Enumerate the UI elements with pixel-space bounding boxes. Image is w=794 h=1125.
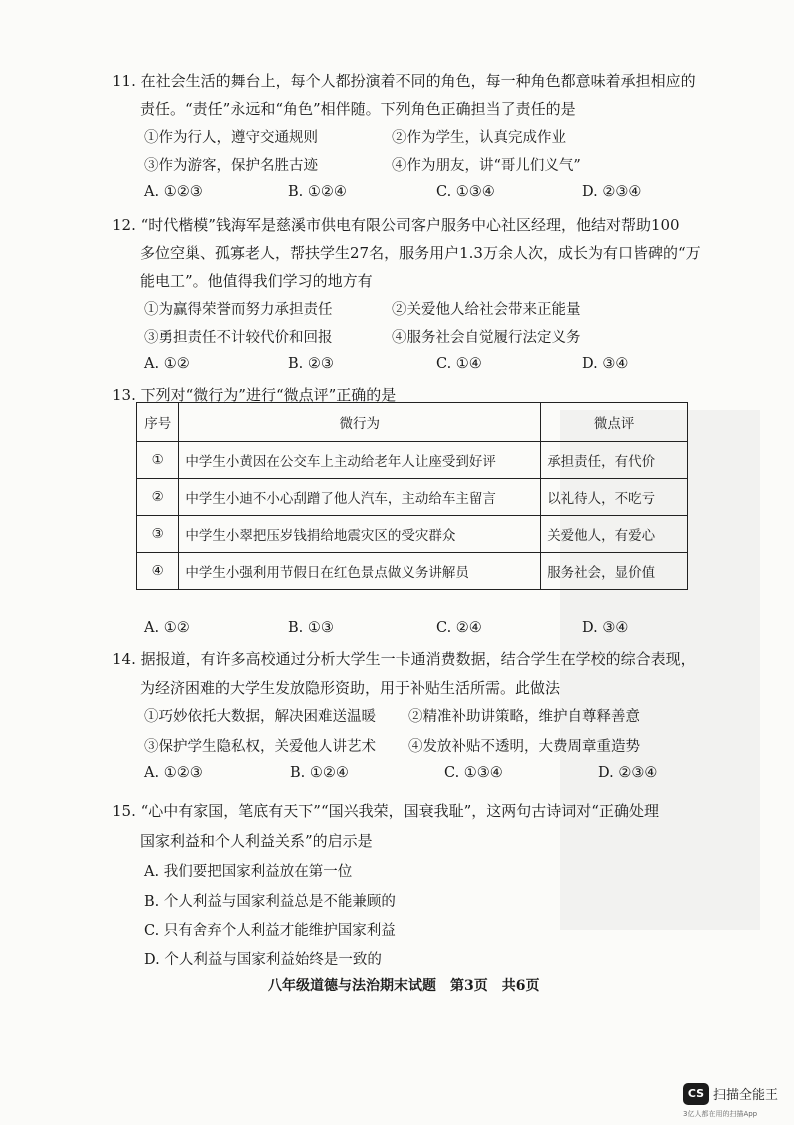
q12-stem-line2: 多位空巢、孤寡老人，帮扶学生27名，服务用户1.3万余人次，成长为有口皆碑的“万 (140, 244, 701, 262)
q11-stem-line1: 11. 在社会生活的舞台上，每个人都扮演着不同的角色，每一种角色都意味着承担相应的 (112, 72, 696, 90)
row-index: ④ (137, 553, 179, 590)
row-comment: 关爱他人，有爱心 (541, 516, 688, 553)
q12-choice-c: C. ①④ (436, 356, 482, 372)
q14-choice-a: A. ①②③ (144, 765, 203, 781)
q12-stem-line1: 12. “时代楷模”钱海军是慈溪市供电有限公司客户服务中心社区经理，他结对帮助100 (112, 216, 680, 234)
q11-choice-d: D. ②③④ (582, 184, 642, 200)
table-row (137, 516, 688, 553)
row-comment: 以礼待人，不吃亏 (541, 479, 688, 516)
q14-choice-d: D. ②③④ (598, 765, 658, 781)
q11-option-3: ③作为游客，保护名胜古迹 (144, 158, 318, 174)
q13-choice-b: B. ①③ (288, 620, 334, 636)
watermark-tagline: 3亿人都在用的扫描App (683, 1110, 758, 1118)
header-index: 序号 (137, 403, 179, 442)
watermark-name: 扫描全能王 (713, 1088, 779, 1103)
q15-option-a: A. 我们要把国家利益放在第一位 (144, 864, 353, 880)
q11-stem-line2: 责任。“责任”永远和“角色”相伴随。下列角色正确担当了责任的是 (140, 100, 576, 118)
q15-stem-line1: 15. “心中有家国，笔底有天下”“国兴我荣，国衰我耻”，这两句古诗词对“正确处理 (112, 802, 659, 820)
page-footer: 八年级道德与法治期末试题 第3页 共6页 (268, 978, 540, 994)
row-comment: 服务社会，显价值 (541, 553, 688, 590)
row-comment: 承担责任，有代价 (541, 442, 688, 479)
q13-table (136, 402, 688, 590)
q11-choice-c: C. ①③④ (436, 184, 495, 200)
row-index: ① (137, 442, 179, 479)
q15-option-d: D. 个人利益与国家利益始终是一致的 (144, 952, 382, 968)
q12-option-2: ②关爱他人给社会带来正能量 (392, 302, 581, 318)
q13-choice-d: D. ③④ (582, 620, 629, 636)
table-header-row (137, 403, 688, 442)
row-index: ③ (137, 516, 179, 553)
row-index: ② (137, 479, 179, 516)
header-action: 微行为 (179, 403, 541, 442)
q14-choice-b: B. ①②④ (290, 765, 349, 781)
q13-choice-c: C. ②④ (436, 620, 482, 636)
table-row (137, 442, 688, 479)
q12-option-1: ①为赢得荣誉而努力承担责任 (144, 302, 333, 318)
q14-stem-line2: 为经济困难的大学生发放隐形资助，用于补贴生活所需。此做法 (140, 679, 561, 697)
row-action: 中学生小强利用节假日在红色景点做义务讲解员 (179, 553, 541, 590)
q12-option-3: ③勇担责任不计较代价和回报 (144, 330, 333, 346)
q12-choice-b: B. ②③ (288, 356, 334, 372)
q14-stem-line1: 14. 据报道，有许多高校通过分析大学生一卡通消费数据，结合学生在学校的综合表现， (112, 650, 696, 668)
table-row (137, 479, 688, 516)
q12-choice-d: D. ③④ (582, 356, 629, 372)
table-row (137, 553, 688, 590)
q14-choice-c: C. ①③④ (444, 765, 503, 781)
q12-option-4: ④服务社会自觉履行法定义务 (392, 330, 581, 346)
q13-choice-a: A. ①② (144, 620, 190, 636)
q14-option-3: ③保护学生隐私权，关爱他人讲艺术 (144, 739, 376, 755)
q14-option-2: ②精准补助讲策略，维护自尊释善意 (408, 709, 640, 725)
q12-stem-line3: 能电工”。他值得我们学习的地方有 (140, 272, 373, 290)
scanner-watermark (683, 1083, 793, 1125)
q11-choice-a: A. ①②③ (144, 184, 203, 200)
q11-option-4: ④作为朋友，讲“哥儿们义气” (392, 158, 581, 174)
cs-logo-icon: CS (683, 1083, 709, 1105)
q11-option-2: ②作为学生，认真完成作业 (392, 130, 566, 146)
row-action: 中学生小翠把压岁钱捐给地震灾区的受灾群众 (179, 516, 541, 553)
q11-option-1: ①作为行人，遵守交通规则 (144, 130, 318, 146)
q15-option-b: B. 个人利益与国家利益总是不能兼顾的 (144, 894, 396, 910)
q12-choice-a: A. ①② (144, 356, 190, 372)
q13-stem: 13. 下列对“微行为”进行“微点评”正确的是 (112, 386, 397, 404)
header-comment: 微点评 (541, 403, 688, 442)
q14-option-1: ①巧妙依托大数据，解决困难送温暖 (144, 709, 376, 725)
row-action: 中学生小迪不小心刮蹭了他人汽车，主动给车主留言 (179, 479, 541, 516)
row-action: 中学生小黄因在公交车上主动给老年人让座受到好评 (179, 442, 541, 479)
q15-stem-line2: 国家利益和个人利益关系”的启示是 (140, 832, 373, 850)
q11-choice-b: B. ①②④ (288, 184, 347, 200)
q15-option-c: C. 只有舍弃个人利益才能维护国家利益 (144, 923, 396, 939)
q14-option-4: ④发放补贴不透明，大费周章重造势 (408, 739, 640, 755)
